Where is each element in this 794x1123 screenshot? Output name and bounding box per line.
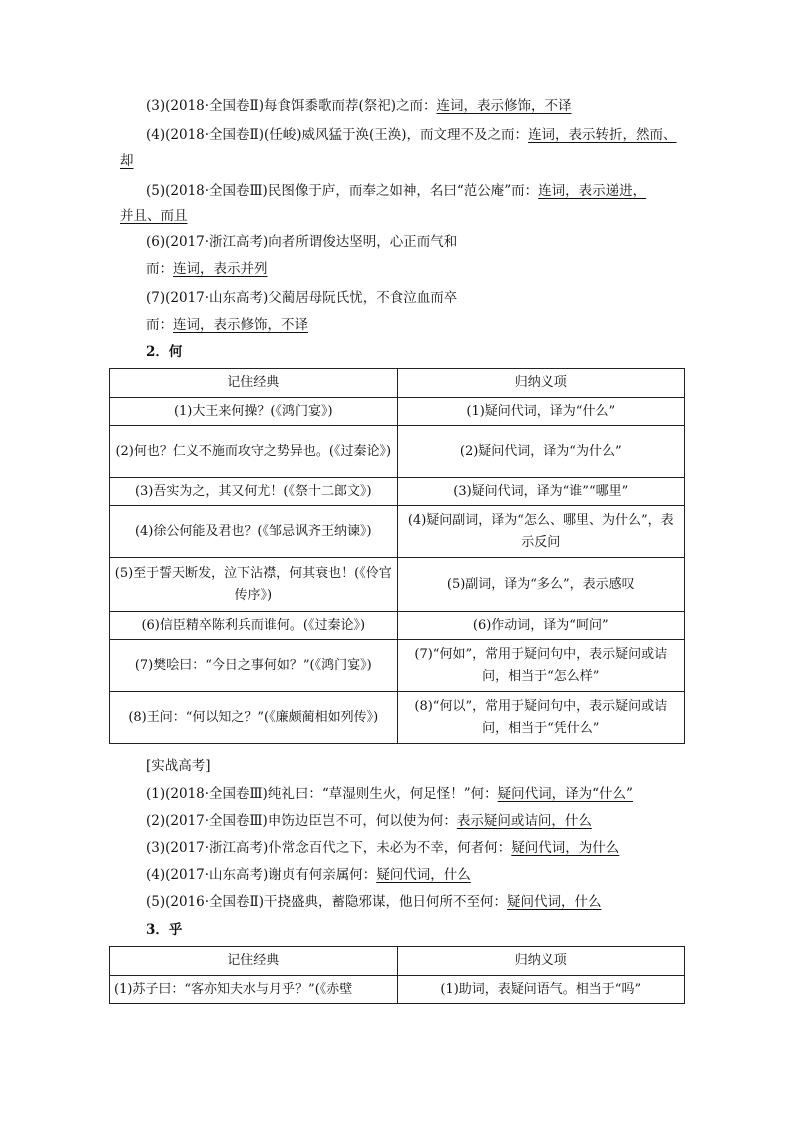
line-er-6-ans (146, 259, 268, 279)
line-he-1 (146, 784, 633, 804)
item-source: (2016·全国卷Ⅱ)干挠盛典，蓄隐邪谋，他日何所不至何： (165, 894, 507, 910)
item-answer: 连词，表示转折，然而、 (528, 127, 677, 143)
table-header-row (110, 369, 685, 398)
item-number: (2) (146, 813, 166, 829)
item-answer: 却 (120, 153, 134, 169)
item-number: (1) (146, 786, 166, 802)
item-number: (4) (146, 127, 166, 143)
item-source: (2018·全国卷Ⅲ)民图像于庐，而奉之如神，名曰“范公庵”而： (165, 183, 539, 199)
table-row (110, 398, 685, 426)
item-source: (2018·全国卷Ⅲ)纯礼曰：“草湿则生火，何足怪！”何： (165, 786, 498, 802)
item-source: 而： (146, 261, 173, 277)
item-answer: 疑问代词，什么 (506, 894, 602, 910)
cell-classic: (2)何也？仁义不施而攻守之势异也。(《过秦论》) (110, 426, 398, 478)
header-guina: 归纳义项 (397, 947, 685, 976)
table-header-row (110, 947, 685, 976)
item-source: (2017·全国卷Ⅲ)申饬边臣岂不可，何以使为何： (165, 813, 457, 829)
item-answer: 连词，表示修饰，不译 (436, 98, 572, 114)
cell-meaning: (7)“何如”，常用于疑问句中，表示疑问或诘问，相当于“怎么样” (397, 640, 685, 692)
item-answer: 连词，表示并列 (173, 261, 268, 277)
line-er-5-cont (120, 206, 188, 226)
table-row (110, 692, 685, 744)
line-er-4 (146, 125, 677, 145)
cell-meaning: (3)疑问代词，译为“谁”“哪里” (397, 478, 685, 506)
item-source: (2017·浙江高考)向者所谓俊达坚明，心正而气和 (165, 234, 458, 250)
line-er-4-cont (120, 151, 134, 171)
line-er-5 (146, 181, 646, 201)
line-he-3 (146, 838, 619, 858)
section-title-he: 2．何 (146, 344, 183, 360)
line-he-4 (146, 865, 471, 885)
item-number: (6) (146, 234, 166, 250)
item-source: (2017·山东高考)谢贞有何亲属何： (165, 867, 377, 883)
table-row (110, 976, 685, 1004)
cell-meaning: (4)疑问副词，译为“怎么、哪里、为什么”，表示反问 (397, 506, 685, 558)
item-answer: 疑问代词，什么 (376, 867, 471, 883)
cell-meaning: (8)“何以”，常用于疑问句中，表示疑问或诘问，相当于“凭什么” (397, 692, 685, 744)
item-source: (2018·全国卷Ⅱ)(任峻)威风猛于涣(王涣)，而文理不及之而： (165, 127, 529, 143)
table-row (110, 640, 685, 692)
item-answer: 表示疑问或诘问，什么 (456, 813, 592, 829)
table-hu (109, 946, 685, 1004)
item-source: (2018·全国卷Ⅱ)每食饵黍歌而荐(祭祀)之而： (165, 98, 437, 114)
shizhan-title: [实战高考] (146, 758, 211, 774)
table-row (110, 558, 685, 612)
cell-classic: (6)信臣精卒陈利兵而谁何。(《过秦论》) (110, 612, 398, 640)
item-number: (3) (146, 98, 166, 114)
item-answer: 连词，表示修饰，不译 (173, 317, 308, 333)
item-number: (5) (146, 894, 166, 910)
cell-classic: (1)大王来何操？(《鸿门宴》) (110, 398, 398, 426)
item-number: (7) (146, 290, 166, 306)
line-er-7-ans (146, 315, 308, 335)
item-answer: 疑问代词，为什么 (511, 840, 620, 856)
item-source: (2017·浙江高考)仆常念百代之下，未必为不幸，何者何： (165, 840, 512, 856)
table-row (110, 506, 685, 558)
line-er-3 (146, 96, 572, 116)
cell-classic: (5)至于誓天断发，泣下沾襟，何其衰也！(《伶官传序》) (110, 558, 398, 612)
cell-meaning: (5)副词，译为“多么”，表示感叹 (397, 558, 685, 612)
section-title-hu: 3．乎 (146, 922, 183, 938)
item-answer: 并且、而且 (120, 208, 188, 224)
cell-classic: (4)徐公何能及君也？(《邹忌讽齐王纳谏》) (110, 506, 398, 558)
table-he (109, 368, 685, 744)
line-he-2 (146, 811, 592, 831)
cell-classic: (3)吾实为之，其又何尤！(《祭十二郎文》) (110, 478, 398, 506)
item-number: (3) (146, 840, 166, 856)
line-er-6 (146, 232, 457, 252)
item-source: 而： (146, 317, 173, 333)
line-he-5 (146, 892, 601, 912)
cell-meaning: (1)疑问代词，译为“什么” (397, 398, 685, 426)
item-number: (5) (146, 183, 166, 199)
header-jizhu: 记住经典 (110, 369, 398, 398)
line-er-7 (146, 288, 457, 308)
cell-classic: (1)苏子曰：“客亦知夫水与月乎？”(《赤壁 (110, 976, 398, 1004)
table-row (110, 478, 685, 506)
header-jizhu: 记住经典 (110, 947, 398, 976)
header-guina: 归纳义项 (397, 369, 685, 398)
item-answer: 连词，表示递进， (538, 183, 647, 199)
table-row (110, 612, 685, 640)
item-answer: 疑问代词，译为“什么” (497, 786, 633, 802)
cell-meaning: (6)作动词，译为“呵问” (397, 612, 685, 640)
cell-meaning: (2)疑问代词，译为“为什么” (397, 426, 685, 478)
item-number: (4) (146, 867, 166, 883)
table-row (110, 426, 685, 478)
cell-meaning: (1)助词，表疑问语气。相当于“吗” (397, 976, 685, 1004)
cell-classic: (8)王问：“何以知之？”(《廉颇蔺相如列传》) (110, 692, 398, 744)
cell-classic: (7)樊哙曰：“今日之事何如？”(《鸿门宴》) (110, 640, 398, 692)
item-source: (2017·山东高考)父蔺居母阮氏忧，不食泣血而卒 (165, 290, 458, 306)
